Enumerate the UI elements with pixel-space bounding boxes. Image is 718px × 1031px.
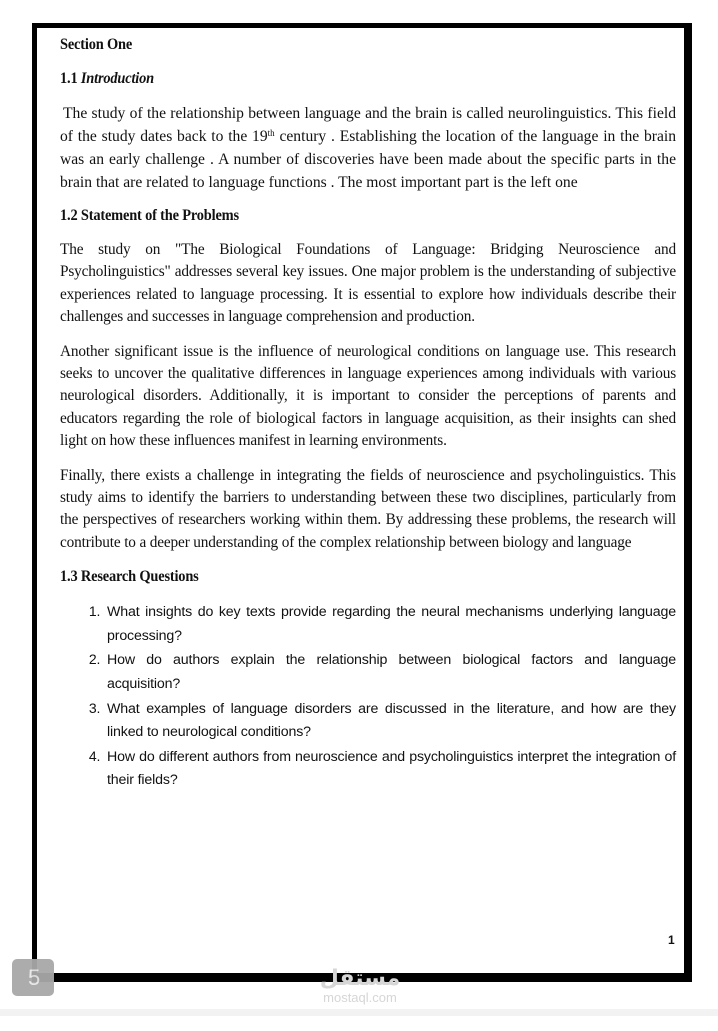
problems-paragraph-3: Finally, there exists a challenge in integrating the fields of neuroscience and psycholinguistics. This study aims to identify the barriers to understanding between these two disciplines, particularly from the perspectives of researchers working within them. By addressing these problems, the research will contribute to a deeper understanding of the complex relationship between biology and language [60,466,676,551]
intro-text-part2: century . Establishing the location of the language in the brain was an early challenge . A number of discoveries have been made about the specific parts in the brain that are related to language functions . The most important part is the left one [60,128,677,191]
research-questions-heading: 1.3 Research Questions [60,568,199,586]
superscript-th: th [267,128,275,138]
intro-heading-number: 1.1 [60,70,81,87]
list-item: 1. What insights do key texts provide regarding the neural mechanisms underlying language processing? [104,600,676,648]
intro-text-part1: The study of the relationship between language and the brain is called neurolinguistics. This field of the study dates back to the 19 [60,105,676,145]
watermark [300,968,420,1005]
page-number: 1 [668,933,675,947]
problems-paragraph-2: Another significant issue is the influence of neurological conditions on language use. This research seeks to uncover the qualitative differences in language experiences among individuals with various neurological disorders. Additionally, it is important to consider the perceptions of parents and educators regarding the role of biological factors in language acquisition, as their insights can shed light on how these influences manifest in learning environments. [60,342,676,450]
list-item: 4. How do different authors from neuroscience and psycholinguistics interpret the integration of their fields? [104,745,676,793]
bottom-divider [0,1009,718,1016]
section-title: Section One [60,36,133,53]
problems-heading: 1.2 Statement of the Problems [60,207,239,224]
intro-paragraph [60,102,676,194]
watermark-logo-arabic: مستقل [319,966,401,991]
list-item: 2. How do authors explain the relationship between biological factors and language acquisition? [104,648,676,696]
document-content [60,34,676,793]
list-item: 3. What examples of language disorders are discussed in the literature, and how are they linked to neurological conditions? [104,697,676,745]
intro-heading [60,68,633,90]
watermark-site: mostaql.com [323,990,397,1005]
intro-heading-title: Introduction [80,70,154,87]
research-questions-list [60,600,676,793]
problems-paragraph-1: The study on "The Biological Foundations of Language: Bridging Neuroscience and Psycholinguistics" addresses several key issues. One major problem is the understanding of subjective experiences related to language processing. It is essential to explore how individuals describe their challenges and successes in language comprehension and production. [60,241,676,326]
image-index-badge[interactable]: 5 [12,959,54,996]
